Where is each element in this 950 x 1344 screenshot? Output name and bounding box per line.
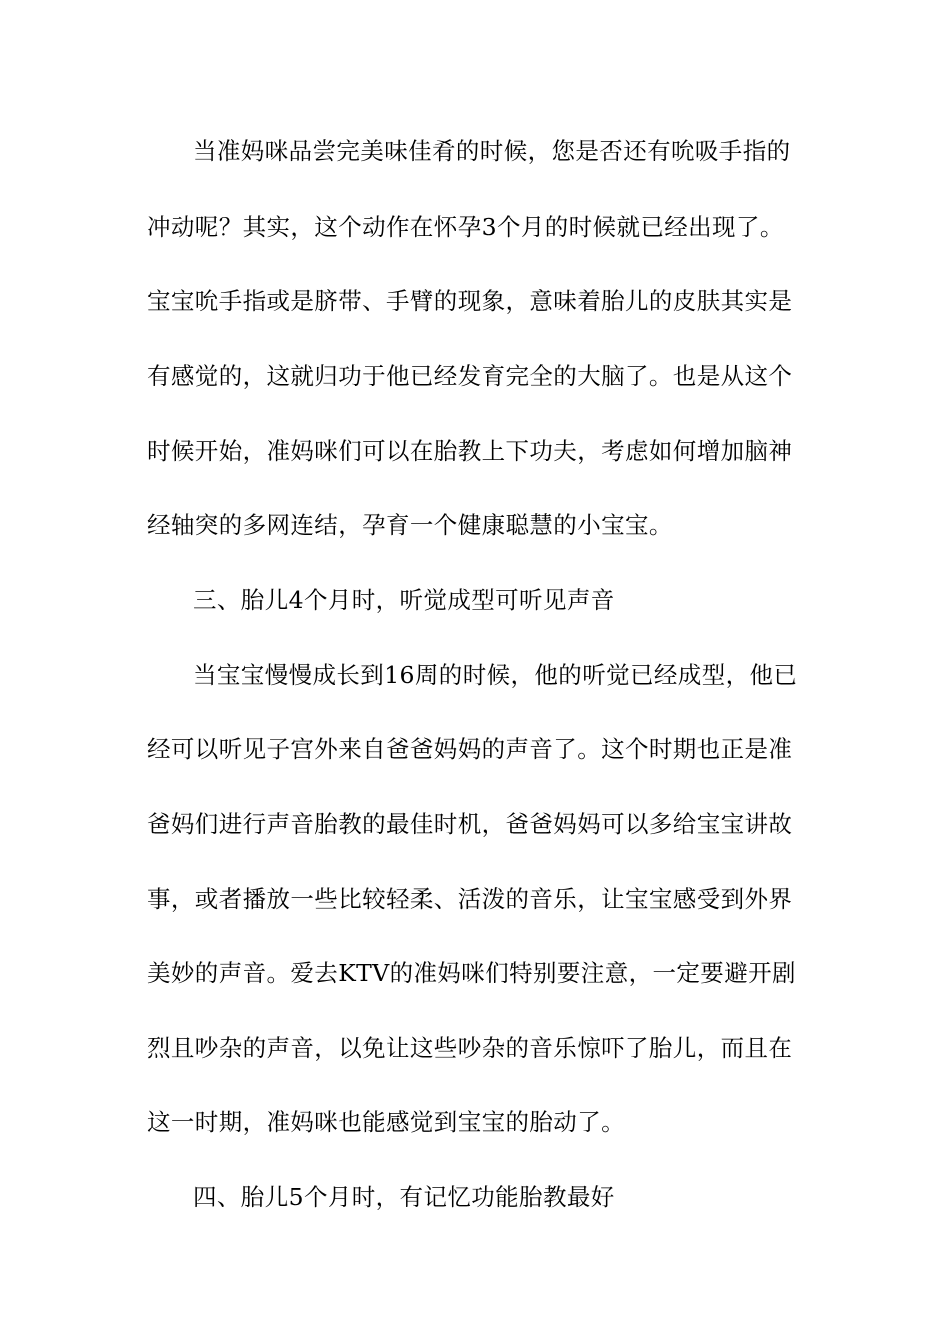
section-heading-3: 三、胎儿4个月时，听觉成型可听见声音 [193, 586, 615, 614]
paragraph-2-line-1: 当宝宝慢慢成长到16周的时候，他的听觉已经成型，他已 [193, 661, 798, 689]
paragraph-1-line-1: 当准妈咪品尝完美味佳肴的时候，您是否还有吮吸手指的 [193, 137, 791, 165]
paragraph-1-line-4: 有感觉的，这就归功于他已经发育完全的大脑了。也是从这个 [147, 362, 793, 390]
paragraph-2-line-7: 这一时期，准妈咪也能感觉到宝宝的胎动了。 [147, 1108, 625, 1136]
paragraph-1-line-3: 宝宝吮手指或是脐带、手臂的现象，意味着胎儿的皮肤其实是 [147, 287, 793, 315]
paragraph-1-line-6: 经轴突的多网连结，孕育一个健康聪慧的小宝宝。 [147, 511, 673, 539]
paragraph-2-line-5: 美妙的声音。爱去KTV的准妈咪们特别要注意，一定要避开剧 [147, 959, 796, 987]
paragraph-1-line-2: 冲动呢？其实，这个动作在怀孕3个月的时候就已经出现了。 [147, 213, 784, 241]
paragraph-1-line-5: 时候开始，准妈咪们可以在胎教上下功夫，考虑如何增加脑神 [147, 437, 793, 465]
paragraph-2-line-2: 经可以听见子宫外来自爸爸妈妈的声音了。这个时期也正是准 [147, 735, 793, 763]
paragraph-2-line-3: 爸妈们进行声音胎教的最佳时机，爸爸妈妈可以多给宝宝讲故 [147, 810, 793, 838]
section-heading-4: 四、胎儿5个月时，有记忆功能胎教最好 [193, 1183, 615, 1211]
paragraph-2-line-4: 事，或者播放一些比较轻柔、活泼的音乐，让宝宝感受到外界 [147, 885, 793, 913]
paragraph-2-line-6: 烈且吵杂的声音，以免让这些吵杂的音乐惊吓了胎儿，而且在 [147, 1034, 793, 1062]
